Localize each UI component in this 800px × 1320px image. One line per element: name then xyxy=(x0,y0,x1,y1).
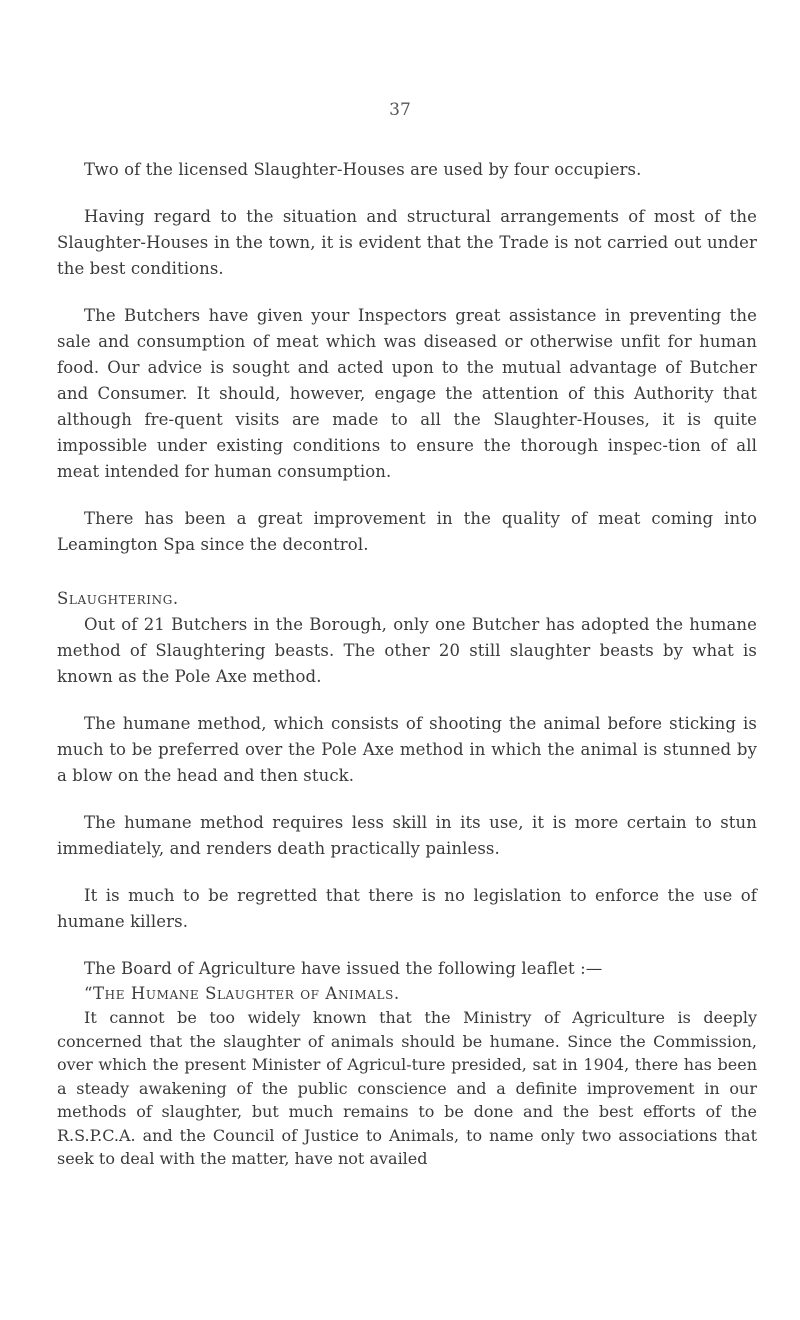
paragraph: Two of the licensed Slaughter-Houses are used by four occupiers. xyxy=(84,160,642,179)
paragraph: The humane method, which consists of shooting the animal before sticking is much to be preferred over the Pole Axe method in which the animal is stunned by a blow on the head and then stuck. xyxy=(57,714,757,785)
paragraph: The Butchers have given your Inspectors great assistance in preventing the sale and consumption of meat which was diseased or otherwise unfit for human food. Our advice is sought and acted upon to the mutual advantage of Butcher and Consumer. It should, however, engage the attention of this Authority that although fre-quent visits are made to all the Slaughter-Houses, it is quite impossible under existing conditions to ensure the thorough inspec-tion of all meat intended for human consumption. xyxy=(57,306,757,481)
leaflet-title: “The Humane Slaughter of Animals. xyxy=(84,984,400,1003)
paragraph: It is much to be regretted that there is no legislation to enforce the use of humane killers. xyxy=(57,886,757,931)
document-body xyxy=(57,157,757,1171)
leaflet-paragraph: It cannot be too widely known that the Ministry of Agriculture is deeply concerned that the slaughter of animals should be humane. Since the Commission, over which the present Minister of Agricul-ture presided, sat in 1904, there has been a steady awakening of the public conscience and a definite improvement in our methods of slaughter, but much remains to be done and the best efforts of the R.S.P.C.A. and the Council of Justice to Animals, to name only two associations that seek to deal with the matter, have not availed xyxy=(57,1008,757,1168)
paragraph: The humane method requires less skill in its use, it is more certain to stun immediately, and renders death practically painless. xyxy=(57,813,757,858)
page-number: 37 xyxy=(389,100,411,120)
paragraph: Having regard to the situation and structural arrangements of most of the Slaughter-Houses in the town, it is evident that the Trade is not carried out under the best conditions. xyxy=(57,207,757,278)
paragraph: The Board of Agriculture have issued the following leaflet :— xyxy=(84,959,603,978)
paragraph: There has been a great improvement in the quality of meat coming into Leamington Spa since the decontrol. xyxy=(57,509,757,554)
section-heading: Slaughtering. xyxy=(57,589,179,608)
paragraph: Out of 21 Butchers in the Borough, only one Butcher has adopted the humane method of Slaughtering beasts. The other 20 still slaughter beasts by what is known as the Pole Axe method. xyxy=(57,615,757,686)
